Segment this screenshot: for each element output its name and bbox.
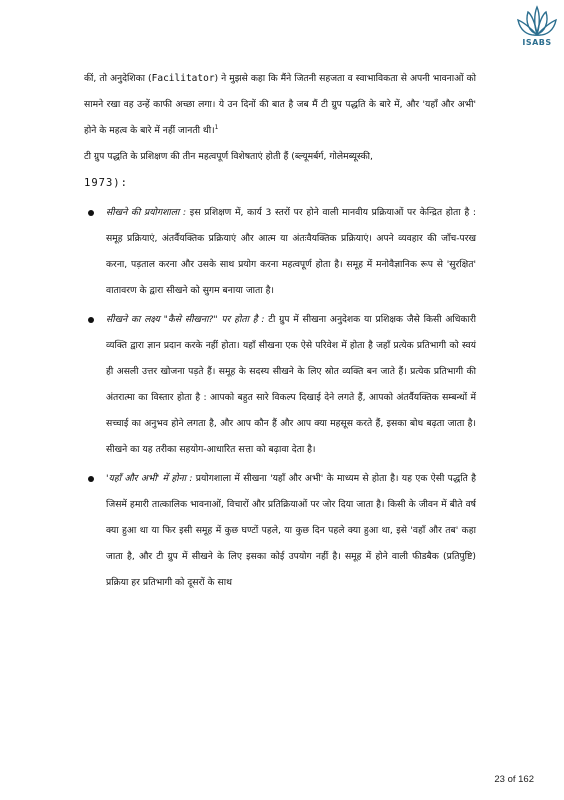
list-item xyxy=(84,466,476,596)
bullet-text: प्रयोगशाला में सीखना 'यहाँ और अभी' के माध्यम से होता है। यह एक ऐसी पद्धति है जिसमें हमारी तात्कालिक भावनाओं, विचारों और प्रतिक्रियाओं पर जोर दिया जाता है। किसी के जीवन में बीते वर्ष क्या हुआ था या फिर इसी समूह में कुछ घण्टों पहले, या कुछ दिन पहले क्या हुआ था, इसे 'वहाँ और तब' कहा जाता है, और टी ग्रुप में सीखने के लिए इसका कोई उपयोग नहीं है। समूह में होने वाली फीडबैक (प्रतिपुष्टि) प्रक्रिया हर प्रतिभागी को दूसरों के साथ xyxy=(106,473,476,588)
footnote-marker: 1 xyxy=(214,123,219,131)
bullet-title: सीखने का लक्ष्य "कैसे सीखना?" पर होता है : xyxy=(106,314,265,325)
intro-rest: ) ने मुझसे कहा कि मैंने जितनी सहजता व स्वाभाविकता से अपनी भावनाओं को सामने रखा वह उन्हें काफी अच्छा लगा। ये उन दिनों की बात है जब मैं टी ग्रुप पद्धति के बारे में, और 'यहाँ और अभी' होने के महत्व के बारे में नहीं जानती थी। xyxy=(84,73,476,136)
list-item xyxy=(84,307,476,463)
bullet-icon xyxy=(88,210,94,216)
feature-list xyxy=(84,200,476,596)
bullet-icon xyxy=(88,476,94,482)
bullet-text: इस प्रशिक्षण में, कार्य 3 स्तरों पर होने वाली मानवीय प्रक्रियाओं पर केन्द्रित होता है : समूह प्रक्रियाएं, अंतर्वैयक्तिक प्रक्रियाएं और आत्म या अंतःवैयक्तिक प्रक्रियाएं। अपने व्यवहार की जाँच-परख करना, पड़ताल करना और उसके साथ प्रयोग करना महत्वपूर्ण होता है। समूह में मनोवैज्ञानिक रूप से 'सुरक्षित' वातावरण के द्वारा सीखने को सुगम बनाया जाता है। xyxy=(106,207,476,296)
intro-start: कीं, तो अनुदेशिका ( xyxy=(84,73,152,84)
logo-text: ISABS xyxy=(522,38,552,47)
features-intro xyxy=(84,144,476,197)
page-number: 23 of 162 xyxy=(494,774,534,785)
page-content xyxy=(84,66,476,596)
bullet-title: 'यहाँ और अभी' में होना : xyxy=(106,473,193,484)
bullet-text: टी ग्रुप में सीखना अनुदेशक या प्रशिक्षक जैसे किसी अधिकारी व्यक्ति द्वारा ज्ञान प्रदान करके नहीं होता। यहाँ सीखना एक ऐसे परिवेश में होता है जहाँ प्रत्येक प्रतिभागी को स्वयं ही असली उत्तर खोजना पड़ते हैं। समूह के सदस्य सीखने के लिए स्रोत व्यक्ति बन जाते हैं। प्रत्येक प्रतिभागी की अंतरात्मा का विस्तार होता है : आपको बहुत सारे विकल्प दिखाई देने लगते हैं, आपको अंतर्वैयक्तिक सम्बन्धों में सच्चाई का अनुभव होने लगता है, और आप कौन हैं और आप क्या महसूस करते हैं, इसका बोध बढ़ता जाता है। सीखने का यह तरीका सहयोग-आधारित सत्ता को बढ़ावा देता है। xyxy=(106,314,476,455)
intro-paragraph xyxy=(84,66,476,144)
features-intro-text: टी ग्रुप पद्धति के प्रशिक्षण की तीन महत्वपूर्ण विशेषताएं होती हैं (ब्ल्यूमर्बर्ग, गोलेमब्यूस्की, xyxy=(84,151,373,162)
bullet-title: सीखने की प्रयोगशाला : xyxy=(106,207,187,218)
list-item xyxy=(84,200,476,304)
facilitator-term: Facilitator xyxy=(151,73,215,84)
features-year: 1973): xyxy=(84,177,128,189)
bullet-icon xyxy=(88,317,94,323)
